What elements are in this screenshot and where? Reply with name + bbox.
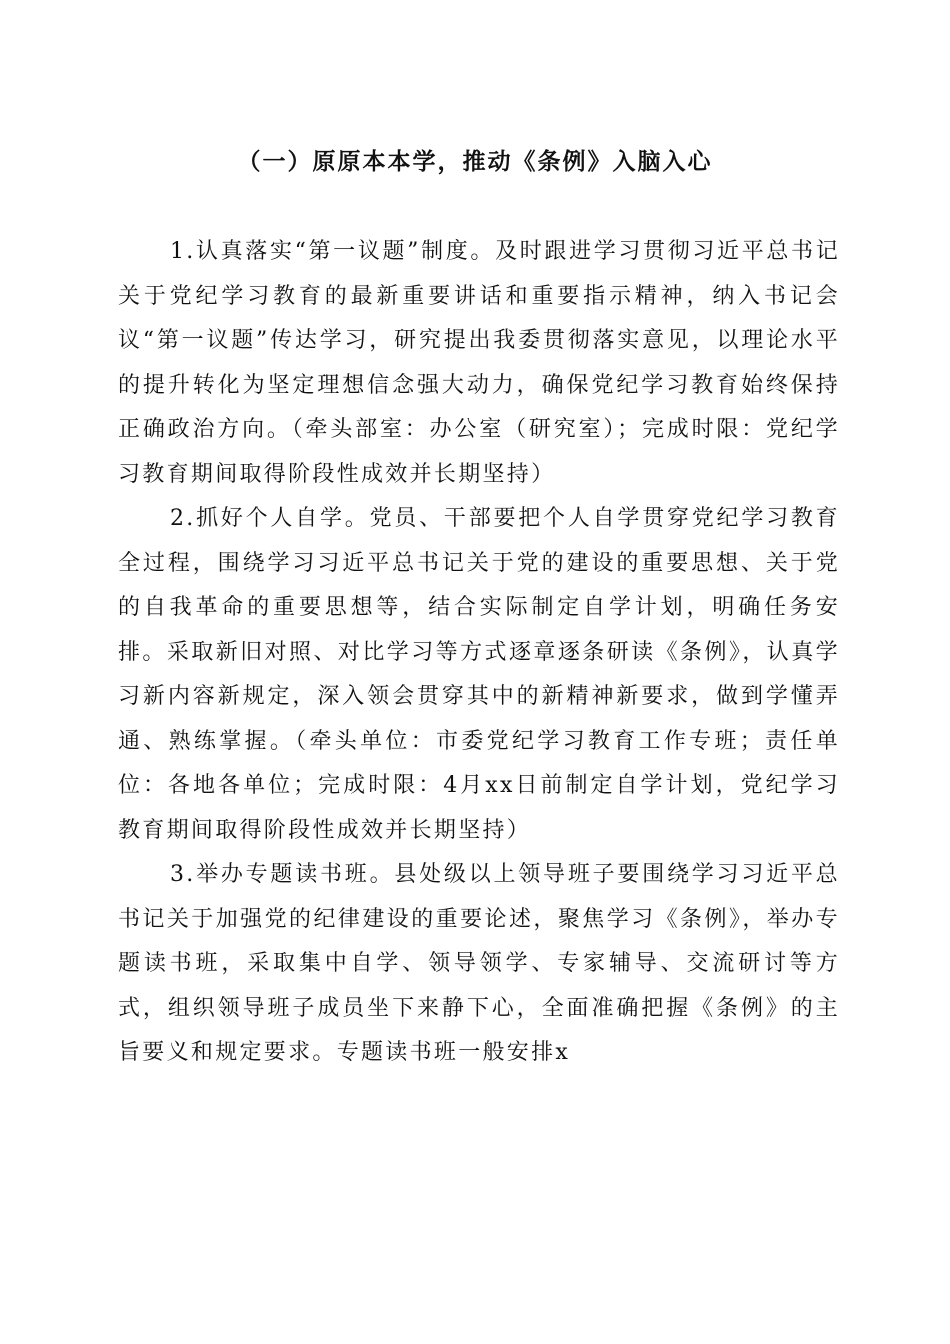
paragraph-1-first-topic-system: 1.认真落实“第一议题”制度。及时跟进学习贯彻习近平总书记关于党纪学习教育的最新重要讲话和重要指示精神，纳入书记会议“第一议题”传达学习，研究提出我委贯彻落实意见，以理论水平的提升转化为坚定理想信念强大动力，确保党纪学习教育始终保持正确政治方向。（牵头部室：办公室（研究室）；完成时限：党纪学习教育期间取得阶段性成效并长期坚持） [118, 239, 840, 487]
section-heading: （一）原原本本学，推动《条例》入脑入心 [237, 148, 713, 175]
document-body [118, 230, 840, 1076]
paragraph-2-personal-study: 2.抓好个人自学。党员、干部要把个人自学贯穿党纪学习教育全过程，围绕学习习近平总书记关于党的建设的重要思想、关于党的自我革命的重要思想等，结合实际制定自学计划，明确任务安排。采取新旧对照、对比学习等方式逐章逐条研读《条例》，认真学习新内容新规定，深入领会贯穿其中的新精神新要求，做到学懂弄通、熟练掌握。（牵头单位：市委党纪学习教育工作专班；责任单位：各地各单位；完成时限：4月xx日前制定自学计划，党纪学习教育期间取得阶段性成效并长期坚持） [118, 506, 840, 843]
paragraph-3-reading-class: 3.举办专题读书班。县处级以上领导班子要围绕学习习近平总书记关于加强党的纪律建设的重要论述，聚焦学习《条例》，举办专题读书班，采取集中自学、领导领学、专家辅导、交流研讨等方式，组织领导班子成员坐下来静下心，全面准确把握《条例》的主旨要义和规定要求。专题读书班一般安排x [118, 862, 840, 1065]
